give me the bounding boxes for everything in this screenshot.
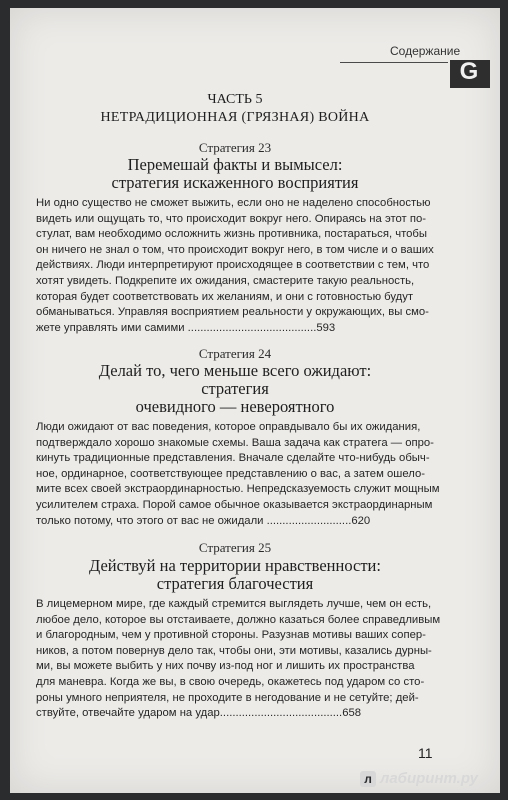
text-line: он ничего не знал о том, что происходит вокруг него, в том числе и о ваших	[36, 243, 434, 256]
watermark-logo	[360, 770, 478, 787]
text-line: ми, вы можете выбить у них почву из-под ног и лишить их пространства	[36, 660, 415, 673]
strategy-title-line: Делай то, чего меньше всего ожидают:	[98, 361, 372, 380]
text-line: видеть или ощущать то, что происходит вокруг него. Опираясь на этот по-	[36, 212, 427, 225]
text-line: для маневра. Когда же вы, в свою очередь, окажетесь под ударом со сто-	[36, 675, 425, 688]
text-line: В лицемерном мире, где каждый стремится выглядеть лучше, чем он есть,	[36, 598, 432, 610]
strategy-description	[36, 420, 438, 529]
strategy-label: Стратегия 23	[198, 140, 272, 155]
text-line: мите всех своей экстраординарностью. Непредсказуемость служит мощным	[36, 483, 440, 496]
strategy-description	[36, 196, 438, 336]
part-title: НЕТРАДИЦИОННАЯ (ГРЯЗНАЯ) ВОЙНА	[100, 110, 370, 125]
text-line: обманываться. Управляя восприятием реальности у окружающих, вы смо-	[36, 306, 429, 319]
text-line: хотят увидеть. Подкрепите их ожидания, смастерите такую реальность,	[36, 274, 415, 287]
running-header: Содержание	[390, 44, 461, 58]
text-line: которая будет соответствовать их желаниям, и они с готовностью будут	[36, 290, 414, 303]
strategy-description	[36, 597, 441, 722]
text-line: подтверждало хорошо знакомые схемы. Ваша задача как стратега — опро-	[36, 436, 434, 449]
text-line: жете управлять ими самими .........................................593	[36, 321, 336, 334]
text-line: ников, а потом повернув дело так, чтобы они, эти мотивы, казались дурны-	[36, 644, 432, 657]
text-line: роны умного неприятеля, не проходите в негодование и не сетуйте; дей-	[36, 691, 419, 704]
page-number: 11	[418, 745, 433, 761]
strategy-title-line: очевидного — невероятного	[135, 397, 335, 416]
text-line: только потому, что этого от вас не ожидали ...........................620	[36, 514, 371, 527]
header-rule	[340, 62, 448, 63]
watermark-text: лабиринт.ру	[380, 770, 478, 787]
text-line: Ни одно существо не сможет выжить, если оно не наделено способностью	[36, 197, 431, 209]
text-line: стулат, вам необходимо осложнить жизнь противника, постараться, чтобы	[36, 228, 428, 241]
text-line: любое дело, которое вы отстаиваете, должно казаться более справедливым	[36, 613, 441, 626]
text-line: Люди ожидают от вас поведения, которое оправдывало бы их ожидания,	[36, 421, 421, 433]
part-number: ЧАСТЬ 5	[207, 92, 263, 107]
section-tab-letter: G	[459, 58, 479, 85]
text-line: кинуть традиционные представления. Вначале сделайте что-нибудь обыч-	[36, 452, 430, 465]
strategy-title-line: стратегия благочестия	[156, 574, 314, 593]
text-line: действиях. Люди интерпретируют происходящее в соответствии с тем, что	[36, 259, 430, 272]
text-line: и благородным, чем у противной стороны. Разузнав мотивы ваших сопер-	[36, 629, 426, 642]
text-line: ное, ординарное, соответствующее представлению о вас, а затем ошело-	[36, 467, 426, 480]
text-line: ствуйте, отвечайте ударом на удар.......................................658	[36, 707, 362, 720]
strategy-label: Стратегия 25	[198, 540, 272, 555]
strategy-title-line: стратегия	[201, 379, 269, 398]
strategy-title-line: Действуй на территории нравственности:	[89, 556, 381, 575]
strategy-title-line: Перемешай факты и вымысел:	[127, 155, 343, 174]
labirint-logo-icon: л	[360, 771, 376, 787]
text-line: усилителем страха. Порой самое обычное оказывается экстраординарным	[36, 498, 433, 511]
strategy-title-line: стратегия искаженного восприятия	[111, 173, 359, 192]
strategy-label: Стратегия 24	[198, 346, 272, 361]
